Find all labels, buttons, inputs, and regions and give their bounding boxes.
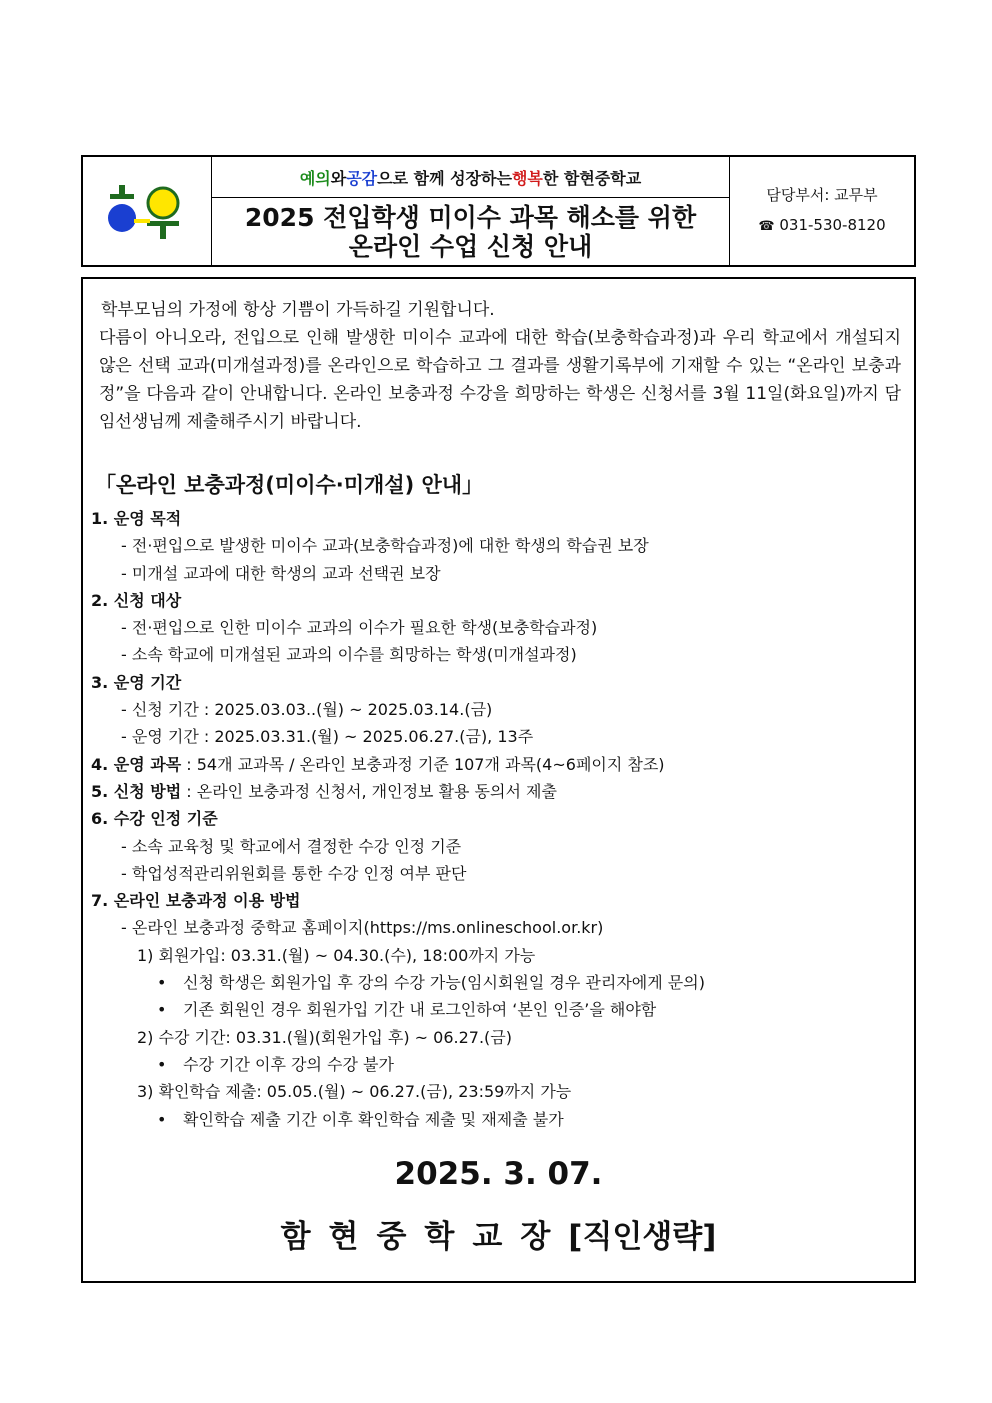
bullet-item [91, 1051, 903, 1078]
item-detail: - 전·편입으로 인한 미이수 교과의 이수가 필요한 학생(보충학습과정) [121, 618, 598, 638]
section-title: 「온라인 보충과정(미이수·미개설) 안내」 [95, 473, 484, 497]
bullet-item [91, 996, 903, 1023]
letter-body [81, 277, 916, 1283]
logo-cell [83, 157, 212, 265]
item-detail: - 운영 기간 : 2025.03.31.(월) ~ 2025.06.27.(금), 13주 [121, 727, 534, 747]
bullet-icon: • [157, 1054, 167, 1074]
item-detail: - 전·편입으로 발생한 미이수 교과(보충학습과정)에 대한 학생의 학습권 보장 [121, 536, 649, 556]
motto-word-courtesy: 예의 [299, 168, 331, 188]
intro-paragraph: 다름이 아니오라, 전입으로 인해 발생한 미이수 교과에 대한 학습(보충학습과정)과 우리 학교에서 개설되지 않은 선택 교과(미개설과정)를 온라인으로 학습하고 그 결과를 생활기록부에 기재할 수 있는 “온라인 보충과정”을 다음과 같이 안내합니다. 온라인 보충과정 수강을 희망하는 학생은 신청서를 3월 11일(화요일)까지 담임선생님께 제출해주시기 바랍니다. [99, 328, 901, 432]
phone-icon: ☎ [758, 219, 775, 234]
issue-date: 2025. 3. 07. [394, 1156, 603, 1192]
motto-text: 한 함현중학교 [542, 168, 642, 188]
item-detail: - 소속 학교에 미개설된 교과의 이수를 희망하는 학생(미개설과정) [121, 645, 577, 665]
motto-word-happiness: 행복 [511, 168, 543, 188]
motto-text: 으로 함께 성장하는 [377, 168, 512, 188]
item-detail: - 미개설 교과에 대한 학생의 교과 선택권 보장 [121, 563, 441, 583]
item-detail: - 온라인 보충과정 중학교 홈페이지(https://ms.onlineschool.or.kr) [121, 918, 604, 938]
motto-text: 와 [330, 168, 347, 188]
item-detail: : 온라인 보충과정 신청서, 개인정보 활용 동의서 제출 [181, 781, 557, 801]
bullet-text: 기존 회원인 경우 회원가입 기간 내 로그인하여 ‘본인 인증’을 해야함 [183, 1000, 657, 1020]
item-heading: 1. 운영 목적 [91, 509, 182, 528]
bullet-item [91, 1106, 903, 1133]
phone-line [758, 210, 885, 242]
contact-cell [730, 157, 914, 265]
school-logo-icon [107, 181, 187, 241]
greeting: 학부모님의 가정에 항상 기쁨이 가득하길 기원합니다. [101, 300, 495, 320]
item-heading: 3. 운영 기간 [91, 672, 182, 692]
item-detail: : 54개 교과목 / 온라인 보충과정 기준 107개 과목(4~6페이지 참조) [181, 754, 665, 774]
phone-number: 031-530-8120 [779, 216, 886, 234]
title-line-1: 2025 전입학생 미이수 과목 해소를 위한 [244, 202, 697, 232]
item-heading: 7. 온라인 보충과정 이용 방법 [91, 891, 301, 911]
bullet-text: 수강 기간 이후 강의 수강 불가 [183, 1054, 394, 1074]
item-heading: 5. 신청 방법 [91, 781, 182, 801]
item-detail: - 신청 기간 : 2025.03.03..(월) ~ 2025.03.14.(금) [121, 700, 493, 720]
intro-text [99, 296, 901, 436]
signature-line [83, 1211, 914, 1256]
motto-word-empathy: 공감 [346, 168, 378, 188]
bullet-text: 신청 학생은 회원가입 후 강의 수강 가능(임시회원일 경우 관리자에게 문의) [183, 973, 705, 993]
department-label: 담당부서: 교무부 [766, 186, 878, 204]
bullet-item [91, 969, 903, 996]
seal-omitted-note: [직인생략] [568, 1219, 717, 1255]
bullet-text: 확인학습 제출 기간 이후 확인학습 제출 및 재제출 불가 [183, 1109, 564, 1129]
item-detail: - 학업성적관리위원회를 통한 수강 인정 여부 판단 [121, 863, 467, 883]
item-row [91, 778, 903, 805]
header-center [212, 157, 730, 265]
info-list [91, 505, 903, 1133]
item-detail: - 소속 교육청 및 학교에서 결정한 수강 인정 기준 [121, 836, 462, 856]
bullet-icon: • [157, 1000, 167, 1020]
sub-item: 2) 수강 기간: 03.31.(월)(회원가입 후) ~ 06.27.(금) [137, 1027, 512, 1047]
principal-title: 함현중학교장 [280, 1219, 569, 1255]
bullet-icon: • [157, 1109, 167, 1129]
title-line-2: 온라인 수업 신청 안내 [348, 231, 593, 261]
document-title [212, 198, 729, 265]
sub-item: 1) 회원가입: 03.31.(월) ~ 04.30.(수), 18:00까지 가능 [137, 945, 536, 965]
letter-header [81, 155, 916, 267]
item-heading: 6. 수강 인정 기준 [91, 809, 218, 829]
sub-item: 3) 확인학습 제출: 05.05.(월) ~ 06.27.(금), 23:59까지 가능 [137, 1082, 572, 1102]
school-motto [212, 157, 729, 198]
item-heading: 2. 신청 대상 [91, 590, 182, 610]
item-heading: 4. 운영 과목 [91, 754, 182, 774]
bullet-icon: • [157, 973, 167, 993]
item-row [91, 751, 903, 778]
